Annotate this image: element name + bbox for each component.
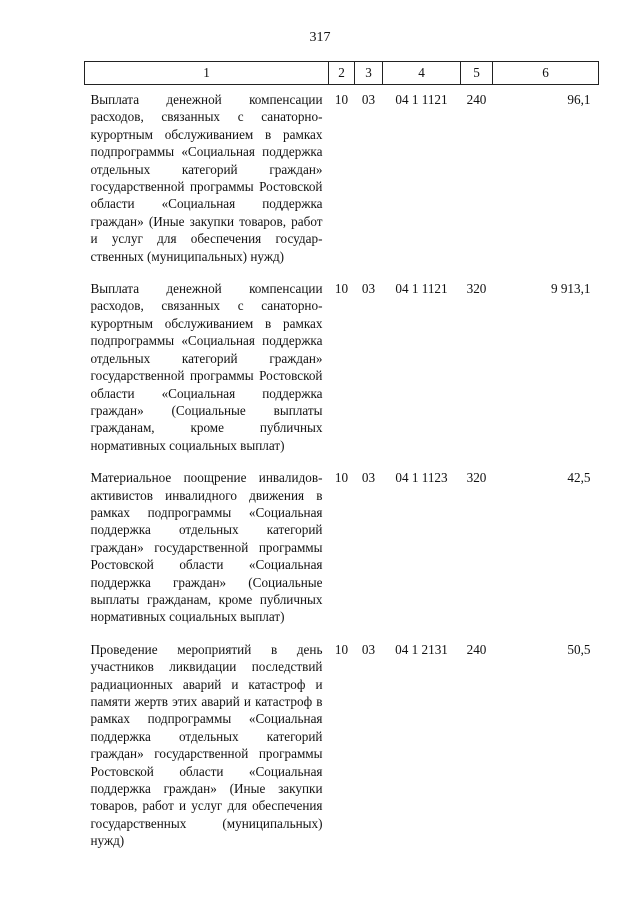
table-body — [85, 85, 599, 859]
row-subsection: 03 — [361, 92, 376, 107]
header-col-6: 6 — [493, 62, 599, 85]
table-header — [85, 62, 599, 85]
row-amount: 9 913,1 — [550, 281, 591, 297]
row-section: 10 — [334, 641, 349, 657]
row-subsection: 03 — [361, 641, 376, 657]
row-description: Проведение мероприятий в день участников ликвидации последствий радиационных аварий и катастроф и памяти жертв этих аварий и катастроф в рамках подпрограммы «Социальная поддержка отдельных категорий граждан» государственной программы Ростовской области «Социальная поддержка граждан» (Иные закупки товаров, работ и услуг для обеспечения государственных (муниципальных) нужд) — [90, 641, 323, 849]
row-amount: 50,5 — [567, 641, 591, 657]
header-col-1: 1 — [85, 62, 329, 85]
row-amount: 42,5 — [567, 470, 591, 486]
row-description: Выплата денежной компенсации расходов, связанных с санаторнокурортным обслуживанием в рамках подпрограммы «Социальная поддержка отдельных категорий граждан» государственной программы Ростовской области «Социальная поддержка граждан» (Социальные выплаты гражданам, кроме публичных нормативных социальных выплат) — [90, 281, 323, 453]
row-expense-type: 240 — [466, 641, 487, 657]
table-row — [85, 635, 599, 859]
row-target-article: 04 1 1121 — [395, 281, 448, 297]
row-target-article: 04 1 1123 — [395, 470, 448, 486]
header-row — [85, 62, 599, 85]
header-col-5: 5 — [461, 62, 493, 85]
table-row — [85, 85, 599, 275]
row-section: 10 — [334, 470, 349, 486]
row-expense-type: 320 — [466, 281, 487, 297]
row-subsection: 03 — [361, 470, 376, 486]
row-subsection: 03 — [361, 281, 376, 297]
header-col-2: 2 — [329, 62, 355, 85]
header-col-4: 4 — [383, 62, 461, 85]
table-row — [85, 463, 599, 635]
row-amount: 96,1 — [567, 92, 591, 107]
row-section: 10 — [334, 281, 349, 297]
row-description: Выплата денежной компенсации расходов, связанных с санаторнокурортным обслуживанием в рамках подпрограммы «Социальная поддержка отдельных категорий граждан» государственной программы Ростовской области «Социальная поддержка граждан» (Иные закупки товаров, работ и услуг для обеспечения государственных (муниципальных) нужд) — [90, 92, 323, 264]
row-description: Материальное поощрение инвалидов-активистов инвалидного движения в рамках подпрограммы «Социальная поддержка отдельных категорий граждан» государственной программы Ростовской области «Социальная поддержка граждан» (Социальные выплаты гражданам, кроме публичных нормативных социальных выплат) — [90, 470, 323, 625]
row-expense-type: 320 — [466, 470, 487, 486]
row-section: 10 — [334, 92, 349, 107]
budget-table — [84, 61, 599, 859]
table-row — [85, 274, 599, 463]
header-col-3: 3 — [355, 62, 383, 85]
row-target-article: 04 1 1121 — [395, 92, 448, 107]
row-expense-type: 240 — [466, 92, 487, 107]
row-target-article: 04 1 2131 — [395, 641, 448, 657]
page-number: 317 — [309, 30, 331, 45]
